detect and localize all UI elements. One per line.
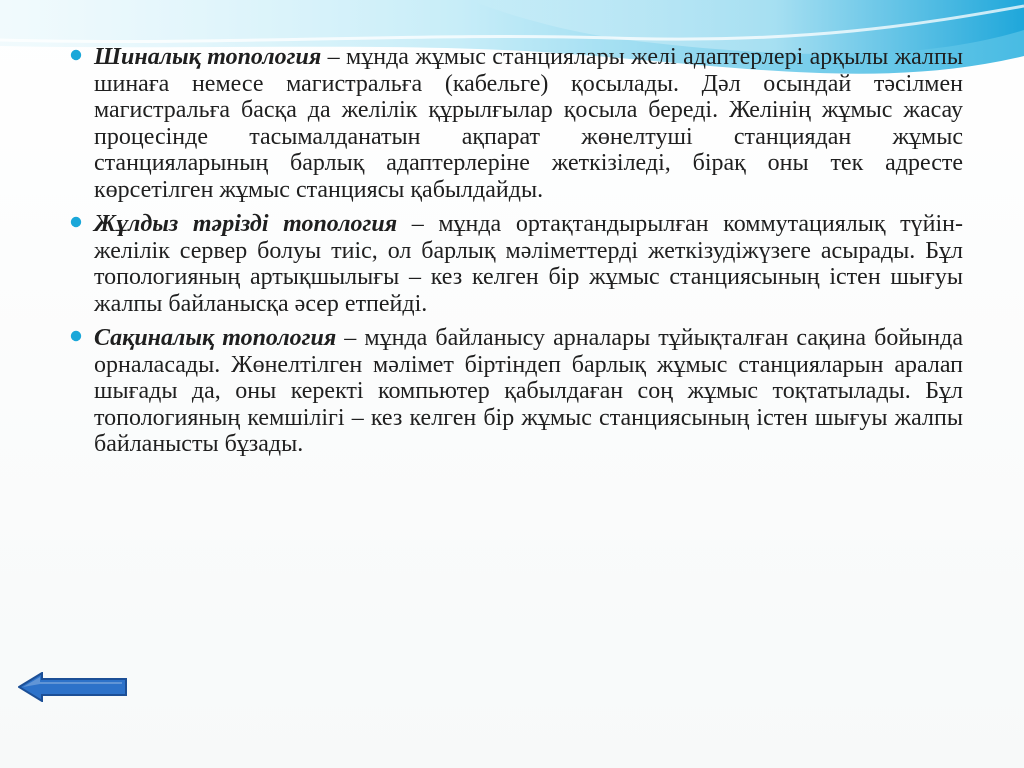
left-arrow-icon[interactable] [18, 672, 128, 702]
star-topology-text: – мұнда ортақтандырылған коммутациялық түйін-желілік сервер болуы тиіс, ол барлық мәліметтерді жеткізудіжүзеге асырады. Бұл топологияның артықшылығы – кез келген бір жұмыс станциясының істен шығуы жалпы байланысқа әсер етпейді. [94, 211, 963, 317]
bullet-item-ring-topology [70, 325, 963, 458]
bullet-dot-icon [70, 330, 82, 342]
bullet-item-bus-topology [70, 44, 963, 203]
ring-topology-text: – мұнда байланысу арналары тұйықталған сақина бойында орналасады. Жөнелтілген мәлімет біртіндеп барлық жұмыс станцияларын аралап шығады да, оны керекті компьютер қабылдаған соң жұмыс тоқтатылады. Бұл топологияның кемшілігі – кез келген бір жұмыс станциясының істен шығуы жалпы байланысты бұзады. [94, 325, 963, 457]
bus-topology-term: Шиналық топология [94, 44, 322, 70]
bus-topology-text: – мұнда жұмыс станциялары желі адаптерлері арқылы жалпы шинаға немесе магистральға (кабельге) қосылады. Дәл осындай тәсілмен магистральға басқа да желілік құрылғылар қосыла береді. Желінің жұмыс жасау процесінде тасымалданатын ақпарат жөнелтуші станциядан жұмыс станцияларының барлық адаптерлеріне жеткізіледі, бірақ оны тек адресте көрсетілген жұмыс станциясы қабылдайды. [94, 44, 963, 203]
slide-content [70, 44, 963, 466]
ring-topology-term: Сақиналық топология [94, 325, 337, 351]
bullet-dot-icon [70, 216, 82, 228]
bullet-item-star-topology [70, 211, 963, 317]
bullet-dot-icon [70, 49, 82, 61]
star-topology-term: Жұлдыз тәрізді топология [94, 211, 398, 237]
